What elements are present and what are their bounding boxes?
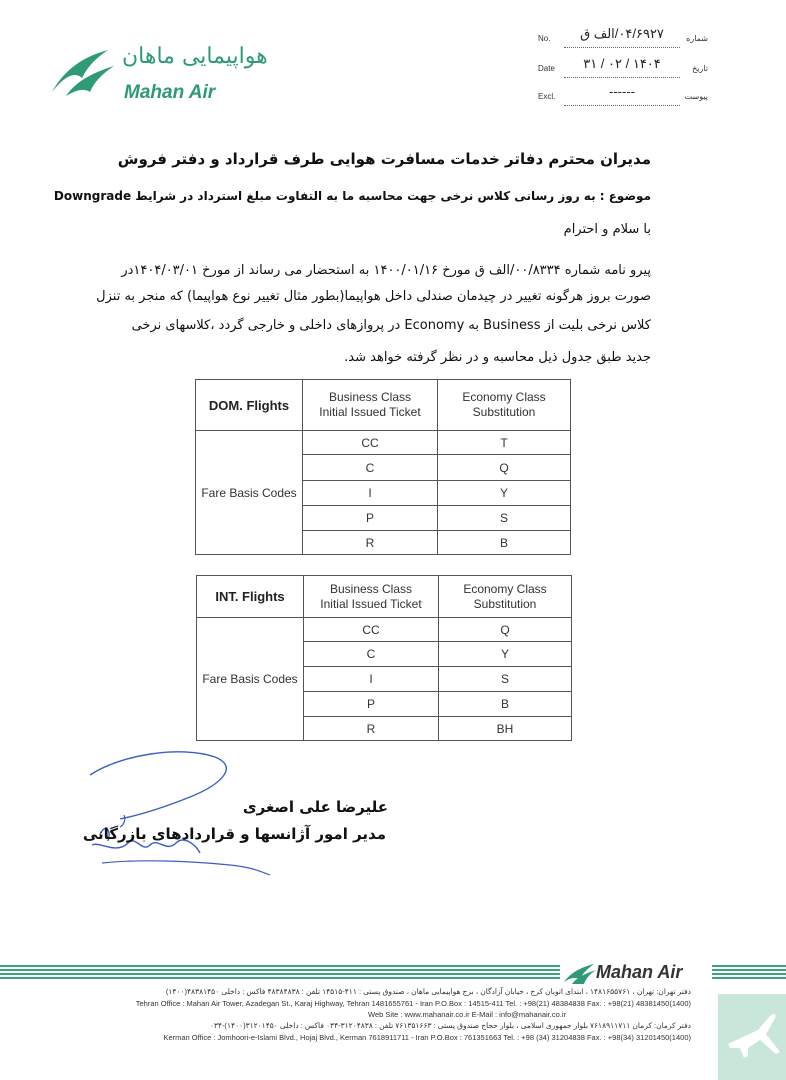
footer-logo-icon — [562, 962, 598, 986]
footer-kerman-fa: دفتر کرمان: کرمان ۷۶۱۸۹۱۱۷۱۱ بلوار جمهوری اسلامی ، بلوار حجاج صندوق پستی : ۷۶۱۳۵۱۶۶۳ تلفن : ۳۱۲۰۴۸۳۸-۰۳۴ فاکس : داخلی ۳۱۲۰۱۴۵۰(۱۴۰۰)-۰۳۴ — [209, 1021, 691, 1030]
date-label-en: Date — [538, 64, 555, 73]
letter-date-value: ۱۴۰۴ / ۰۲ / ۳۱ — [583, 56, 661, 71]
paragraph-line: جدید طبق جدول ذیل محاسبه و در نظر گرفته خواهد شد. — [344, 350, 651, 365]
footer-kerman-en: Kerman Office : Jomhoori-e-Islami Blvd., Hojaj Blvd., Kerman 7618911711 - Iran P.O.Box : 761351663 Tel. : +98 (34) 31204838 Fax. : +98(34) 31201450(1400) — [163, 1033, 691, 1042]
header-line: Business Class — [328, 390, 412, 404]
enclosure-value: ------ — [609, 84, 635, 99]
letter-subject: موضوع : به روز رسانی کلاس نرخی جهت محاسبه ما به التفاوت مبلغ استرداد در شرایط Downgrade — [53, 189, 651, 203]
letter-greeting: با سلام و احترام — [563, 222, 651, 237]
business-code-cell: P — [304, 692, 439, 717]
business-code-cell: C — [303, 455, 438, 481]
footer-tehran-fa: دفتر تهران: تهران ، ۱۴۸۱۶۵۵۷۶۱ ، ابتدای اتوبان کرج ، خیابان آزادگان ، برج هواپیمایی ماهان ، صندوق پستی : ۴۱۱-۱۴۵۱۵ تلفن : ۴۸۳۸۴۸۳۸ فاکس : داخلی ۴۸۳۸۱۴۵۰(۱۴۰۰) — [165, 987, 691, 996]
business-code-cell: C — [304, 642, 439, 667]
footer-tehran-en: Tehran Office : Mahan Air Tower, Azadegan St., Karaj Highway, Tehran 1481655761 - Iran P.O.Box : 14515-411 Tel. : +98(21) 48384838 Fax. : +98(21) 48381450(1400) — [135, 999, 691, 1008]
header-line: Business Class — [329, 581, 413, 596]
economy-code-cell: B — [439, 692, 572, 717]
header-line: Initial Issued Ticket — [320, 596, 422, 611]
business-code-cell: P — [303, 506, 438, 531]
economy-code-cell: S — [439, 667, 572, 692]
flight-type-header: DOM. Flights — [196, 380, 303, 431]
logo-persian-text: هواپیمایی ماهان — [122, 44, 268, 69]
economy-code-cell: Q — [438, 455, 571, 481]
header-line: Economy Class — [462, 390, 546, 404]
letter-enclosure-row — [538, 84, 708, 106]
number-underline — [564, 47, 680, 48]
economy-code-cell: BH — [439, 717, 572, 741]
letter-number-value: ۰۴/۶۹۲۷/الف ق — [580, 26, 664, 41]
business-code-cell: R — [303, 531, 438, 555]
business-class-header — [304, 576, 439, 618]
signatory-position: مدیر امور آژانسها و قراردادهای بازرگانی — [82, 825, 386, 843]
fare-basis-label: Fare Basis Codes — [196, 431, 303, 555]
header-line: Substitution — [472, 405, 536, 419]
footer-logo-text: Mahan Air — [596, 962, 683, 982]
business-code-cell: CC — [304, 618, 439, 642]
mahan-air-logo-icon — [48, 44, 120, 100]
business-code-cell: I — [303, 481, 438, 506]
fare-basis-label: Fare Basis Codes — [197, 618, 304, 741]
footer-stripes-right — [712, 965, 786, 981]
date-underline — [564, 77, 680, 78]
paragraph-line: پیرو نامه شماره ۰۰/۸۳۳۴/الف ق مورخ ۱۴۰۰/۰۱/۱۶ به استحضار می رساند از مورخ ۱۴۰۴/۰۳/۰۱در — [121, 263, 651, 278]
header-line: Economy Class — [463, 581, 547, 596]
signatory-name: علیرضا علی اصغری — [242, 798, 388, 816]
header-line: Substitution — [473, 596, 537, 611]
enclosure-label-fa: پیوست — [684, 92, 708, 101]
enclosure-underline — [564, 105, 680, 106]
flight-type-header: INT. Flights — [197, 576, 304, 618]
economy-code-cell: Y — [438, 481, 571, 506]
footer-web-email: Web Site : www.mahanair.co.ir E-Mail : info@mahanair.co.ir — [368, 1010, 566, 1019]
international-fare-table — [196, 575, 572, 741]
paragraph-line: کلاس نرخی بلیت از Business به Economy در پروازهای داخلی و خارجی گردد ،کلاسهای نرخی — [131, 318, 651, 333]
economy-code-cell: T — [438, 431, 571, 455]
letter-date-row — [538, 56, 708, 78]
enclosure-label-en: Excl. — [538, 92, 556, 101]
date-label-fa: تاریخ — [692, 64, 708, 73]
domestic-fare-table — [195, 379, 571, 555]
economy-class-header — [438, 380, 571, 431]
business-class-header — [303, 380, 438, 431]
letter-title: مدیران محترم دفاتر خدمات مسافرت هوایی طرف قرارداد و دفتر فروش — [117, 150, 651, 168]
economy-code-cell: Y — [439, 642, 572, 667]
economy-class-header — [439, 576, 572, 618]
business-code-cell: R — [304, 717, 439, 741]
business-code-cell: I — [304, 667, 439, 692]
footer-airplane-icon — [718, 982, 786, 1080]
economy-code-cell: Q — [439, 618, 572, 642]
logo-english-text: Mahan Air — [124, 82, 216, 103]
paragraph-line: صورت بروز هرگونه تغییر در چیدمان صندلی داخل هواپیما(بطور مثال تغییر نوع هواپیما) که منجر به تنزل — [96, 289, 651, 304]
number-label-fa: شماره — [686, 34, 708, 43]
number-label-en: No. — [538, 34, 551, 43]
economy-code-cell: B — [438, 531, 571, 555]
economy-code-cell: S — [438, 506, 571, 531]
business-code-cell: CC — [303, 431, 438, 455]
letter-number-row — [538, 26, 708, 48]
header-line: Initial Issued Ticket — [319, 405, 421, 419]
footer-stripes-left — [0, 965, 560, 981]
